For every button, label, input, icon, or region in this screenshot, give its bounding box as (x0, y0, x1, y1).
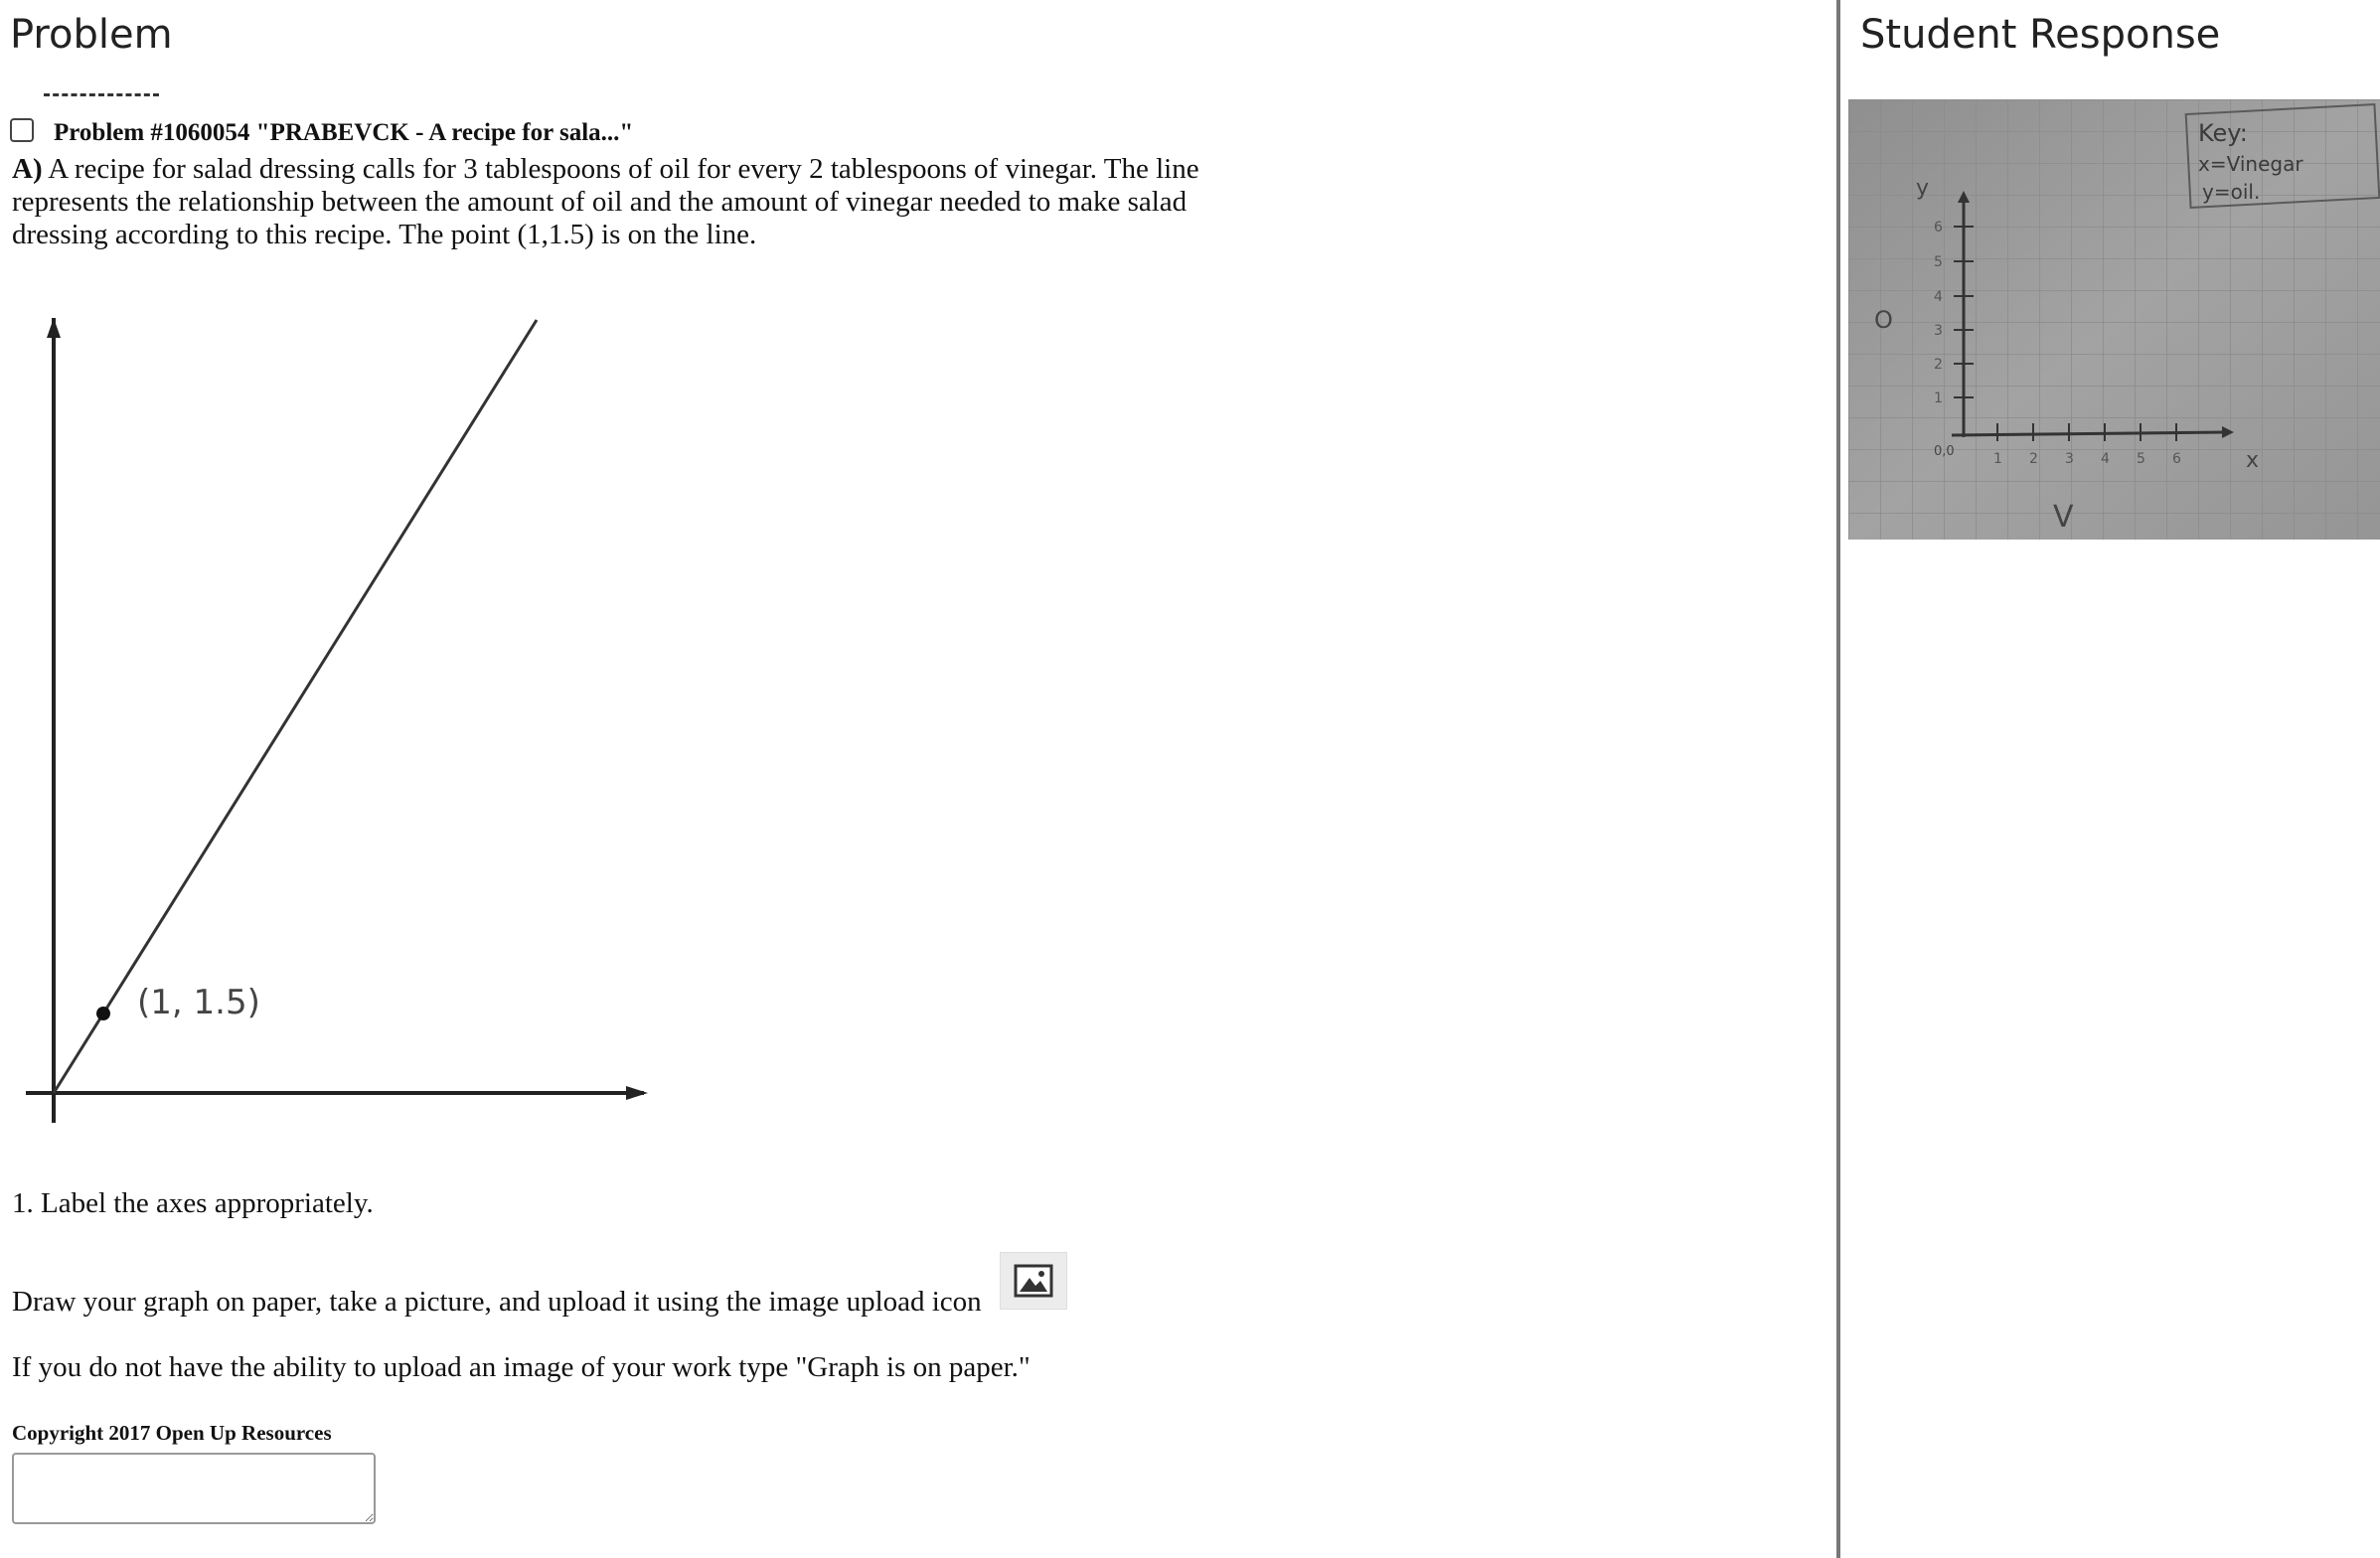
recipe-line-graph (20, 318, 656, 1133)
upload-instruction: Draw your graph on paper, take a picture, and upload it using the image upload icon (12, 1286, 982, 1318)
student-work-photo[interactable] (1848, 99, 2380, 540)
part-text: A recipe for salad dressing calls for 3 tablespoons of oil for every 2 tablespoons of vinegar. The line represents the relationship between the amount of oil and the amount of vinegar needed to make salad dressing according to this recipe. The point (1,1.5) is on the line. (12, 153, 1199, 250)
image-upload-button[interactable] (1000, 1252, 1067, 1310)
drawn-y-label: y (1916, 176, 1930, 201)
drawn-origin-label: 0,0 (1934, 444, 1955, 459)
cropped-header-line (44, 93, 159, 96)
x-tick-5: 5 (2137, 451, 2145, 467)
key-line-2: y=oil. (2202, 180, 2261, 204)
x-tick-3: 3 (2065, 451, 2074, 467)
x-tick-6: 6 (2172, 451, 2181, 467)
drawn-left-mark: O (1874, 306, 1893, 334)
x-tick-4: 4 (2101, 451, 2110, 467)
student-response-panel (1840, 0, 2380, 1558)
x-tick-2: 2 (2029, 451, 2038, 467)
y-tick-2: 2 (1934, 357, 1943, 373)
question-label-axes: 1. Label the axes appropriately. (12, 1187, 374, 1219)
problem-select-checkbox[interactable] (10, 118, 34, 142)
student-response-title: Student Response (1860, 12, 2221, 58)
point-label: (1, 1.5) (137, 983, 260, 1022)
y-axis-arrow-icon (47, 318, 61, 338)
key-line-1: x=Vinegar (2198, 152, 2303, 176)
drawn-x-label: x (2246, 448, 2260, 473)
fallback-instruction: If you do not have the ability to upload an image of your work type "Graph is on paper." (12, 1351, 1031, 1383)
image-upload-icon (1014, 1264, 1053, 1298)
key-title: Key: (2198, 119, 2248, 147)
proportional-line (54, 320, 537, 1093)
y-tick-1: 1 (1934, 390, 1943, 406)
problem-title: Problem #1060054 "PRABEVCK - A recipe for sala..." (54, 119, 634, 146)
x-axis-arrow-icon (626, 1086, 648, 1100)
y-tick-6: 6 (1934, 220, 1943, 235)
problem-panel-title: Problem (10, 12, 173, 58)
problem-part-a (12, 153, 1244, 251)
y-tick-4: 4 (1934, 289, 1943, 305)
point-marker (96, 1007, 110, 1020)
drawn-bottom-mark: V (2053, 500, 2074, 535)
copyright-notice: Copyright 2017 Open Up Resources (12, 1421, 332, 1445)
x-tick-1: 1 (1993, 451, 2002, 467)
y-tick-3: 3 (1934, 323, 1943, 339)
part-label: A) (12, 153, 43, 185)
answer-input[interactable] (12, 1453, 376, 1524)
y-tick-5: 5 (1934, 254, 1943, 270)
